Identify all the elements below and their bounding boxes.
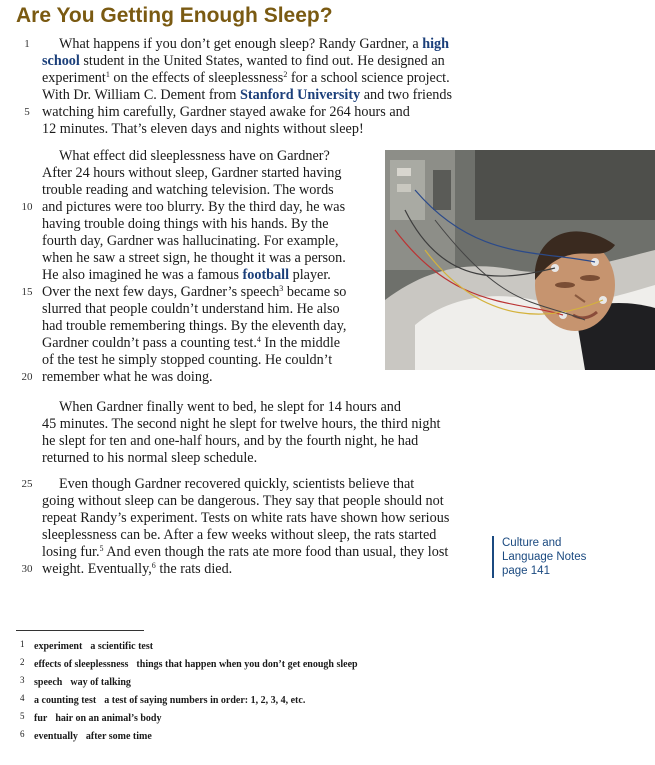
text-line: [42, 121, 452, 138]
text-segment: remember what he was doing.: [42, 369, 213, 385]
text-segment: repeat Randy’s experiment. Tests on white rats have shown how serious: [42, 510, 450, 526]
footnote-term: effects of sleeplessness things that happen when you don’t get enough sleep: [34, 659, 358, 670]
footnote-number: 1: [20, 639, 25, 649]
paragraph-3: [42, 399, 441, 467]
text-line: [42, 352, 346, 369]
line-number: 15: [21, 286, 33, 298]
text-line: [42, 301, 346, 318]
text-line: [42, 182, 346, 199]
text-segment: Gardner couldn’t pass a counting test.: [42, 335, 257, 351]
footnote-definition: things that happen when you don’t get enough sleep: [136, 659, 358, 670]
culture-note-line-3: page 141: [502, 565, 550, 577]
text-line: [42, 544, 449, 561]
text-segment: What effect did sleeplessness have on Gardner?: [59, 148, 330, 164]
line-number: 20: [21, 371, 33, 383]
page-title: Are You Getting Enough Sleep?: [16, 4, 333, 27]
footnote-term: experiment a scientific test: [34, 641, 154, 652]
text-segment: With Dr. William C. Dement from: [42, 87, 240, 103]
text-segment: weight. Eventually,: [42, 561, 152, 577]
text-segment: Over the next few days, Gardner’s speech: [42, 284, 280, 300]
text-segment: slurred that people couldn’t understand him. He also: [42, 301, 340, 317]
text-segment: After 24 hours without sleep, Gardner started having: [42, 165, 342, 181]
footnote-marker: 3: [279, 284, 284, 293]
line-number: 1: [24, 38, 30, 50]
text-line: [42, 416, 441, 433]
text-segment: losing fur.: [42, 544, 100, 560]
text-line: [21, 369, 346, 386]
vocabulary-keyword[interactable]: school: [42, 53, 80, 69]
footnote-marker: 1: [105, 70, 110, 79]
text-line: [42, 267, 346, 284]
text-segment: 12 minutes. That’s eleven days and nights without sleep!: [42, 121, 364, 137]
footnote-marker: 2: [283, 70, 288, 79]
text-segment: In the middle: [260, 335, 341, 351]
footnote-number: 4: [20, 693, 25, 703]
footnote-marker: 4: [256, 335, 261, 344]
text-line: [42, 165, 346, 182]
text-segment: when he saw a street sign, he thought it was a person.: [42, 250, 346, 266]
footnote-definition: after some time: [85, 731, 152, 742]
text-segment: on the effects of sleeplessness: [109, 70, 284, 86]
text-segment: the rats died.: [155, 561, 233, 577]
text-line: [21, 199, 346, 216]
footnote-number: 6: [20, 729, 25, 739]
footnote-definition: a test of saying numbers in order: 1, 2, 3, 4, etc.: [104, 695, 306, 706]
text-segment: Even though Gardner recovered quickly, scientists believe that: [59, 476, 415, 492]
text-segment: experiment: [42, 70, 106, 86]
text-line: [42, 87, 452, 104]
line-number: 10: [21, 201, 33, 213]
paragraph-2: [21, 148, 347, 386]
text-segment: sleeplessness can be. After a few weeks without sleep, the rats started: [42, 527, 437, 543]
text-segment: When Gardner finally went to bed, he slept for 14 hours and: [59, 399, 401, 415]
text-line: [21, 476, 449, 493]
text-line: [42, 250, 346, 267]
text-segment: watching him carefully, Gardner stayed awake for 264 hours and: [42, 104, 410, 120]
text-line: [42, 510, 449, 527]
text-segment: he slept for ten and one-half hours, and by the fourth night, he had: [42, 433, 419, 449]
text-segment: going without sleep can be dangerous. They say that people should not: [42, 493, 444, 509]
footnote-term: a counting test a test of saying numbers in order: 1, 2, 3, 4, etc.: [34, 695, 306, 706]
paragraph-1: [24, 36, 452, 138]
sleeping-man-photo: [385, 150, 655, 370]
footnote-number: 5: [20, 711, 25, 721]
footnote-term: eventually after some time: [34, 731, 152, 742]
text-segment: of the test he simply stopped counting. He couldn’t: [42, 352, 333, 368]
text-segment: What happens if you don’t get enough sleep? Randy Gardner, a: [59, 36, 423, 52]
text-segment: He also imagined he was a famous: [42, 267, 243, 283]
text-segment: and pictures were too blurry. By the third day, he was: [42, 199, 346, 215]
text-line: [42, 450, 441, 467]
text-segment: returned to his normal sleep schedule.: [42, 450, 258, 466]
text-segment: fourth day, Gardner was hallucinating. For example,: [42, 233, 339, 249]
text-line: [42, 527, 449, 544]
vocabulary-keyword[interactable]: football: [242, 267, 290, 283]
text-segment: player.: [289, 267, 331, 283]
text-segment: became so: [283, 284, 347, 300]
text-line: [24, 36, 452, 53]
photo-illustration: [385, 150, 655, 370]
footnote-definition: hair on an animal’s body: [55, 713, 162, 724]
text-segment: for a school science project.: [287, 70, 450, 86]
footnote-divider: [16, 630, 144, 631]
vocabulary-keyword[interactable]: high: [422, 36, 450, 52]
text-line: [42, 335, 346, 352]
text-line: [42, 399, 441, 416]
text-line: [42, 493, 449, 510]
culture-note-line-2: Language Notes: [502, 551, 587, 563]
line-number: 25: [21, 478, 33, 490]
text-line: [42, 148, 346, 165]
line-number: 30: [21, 563, 33, 575]
footnote-number: 3: [20, 675, 25, 685]
text-segment: having trouble doing things with his hands. By the: [42, 216, 329, 232]
text-line: [21, 284, 347, 301]
text-segment: had trouble remembering things. By the eleventh day,: [42, 318, 347, 334]
footnote-number: 2: [20, 657, 25, 667]
text-segment: student in the United States, wanted to find out. He designed an: [79, 53, 445, 69]
footnote-marker: 6: [151, 561, 156, 570]
footnote-definition: way of talking: [70, 677, 131, 688]
culture-language-notes[interactable]: [492, 536, 586, 578]
text-line: [21, 561, 449, 578]
text-segment: 45 minutes. The second night he slept for twelve hours, the third night: [42, 416, 441, 432]
culture-note-line-1: Culture and: [502, 537, 562, 549]
text-line: [42, 433, 441, 450]
vocabulary-keyword[interactable]: Stanford University: [239, 87, 361, 103]
footnote-definition: a scientific test: [90, 641, 154, 652]
text-line: [42, 70, 452, 87]
text-segment: trouble reading and watching television. The words: [42, 182, 334, 198]
text-line: [42, 216, 346, 233]
footnote-term: speech way of talking: [34, 677, 131, 688]
text-line: [42, 318, 346, 335]
footnote-term: fur hair on an animal’s body: [34, 713, 162, 724]
text-segment: and two friends: [360, 87, 452, 103]
text-segment: And even though the rats ate more food than usual, they lost: [103, 544, 449, 560]
text-line: [42, 53, 452, 70]
paragraph-4: [21, 476, 450, 578]
text-line: [24, 104, 452, 121]
text-line: [42, 233, 346, 250]
line-number: 5: [24, 106, 30, 118]
footnote-marker: 5: [99, 544, 104, 553]
